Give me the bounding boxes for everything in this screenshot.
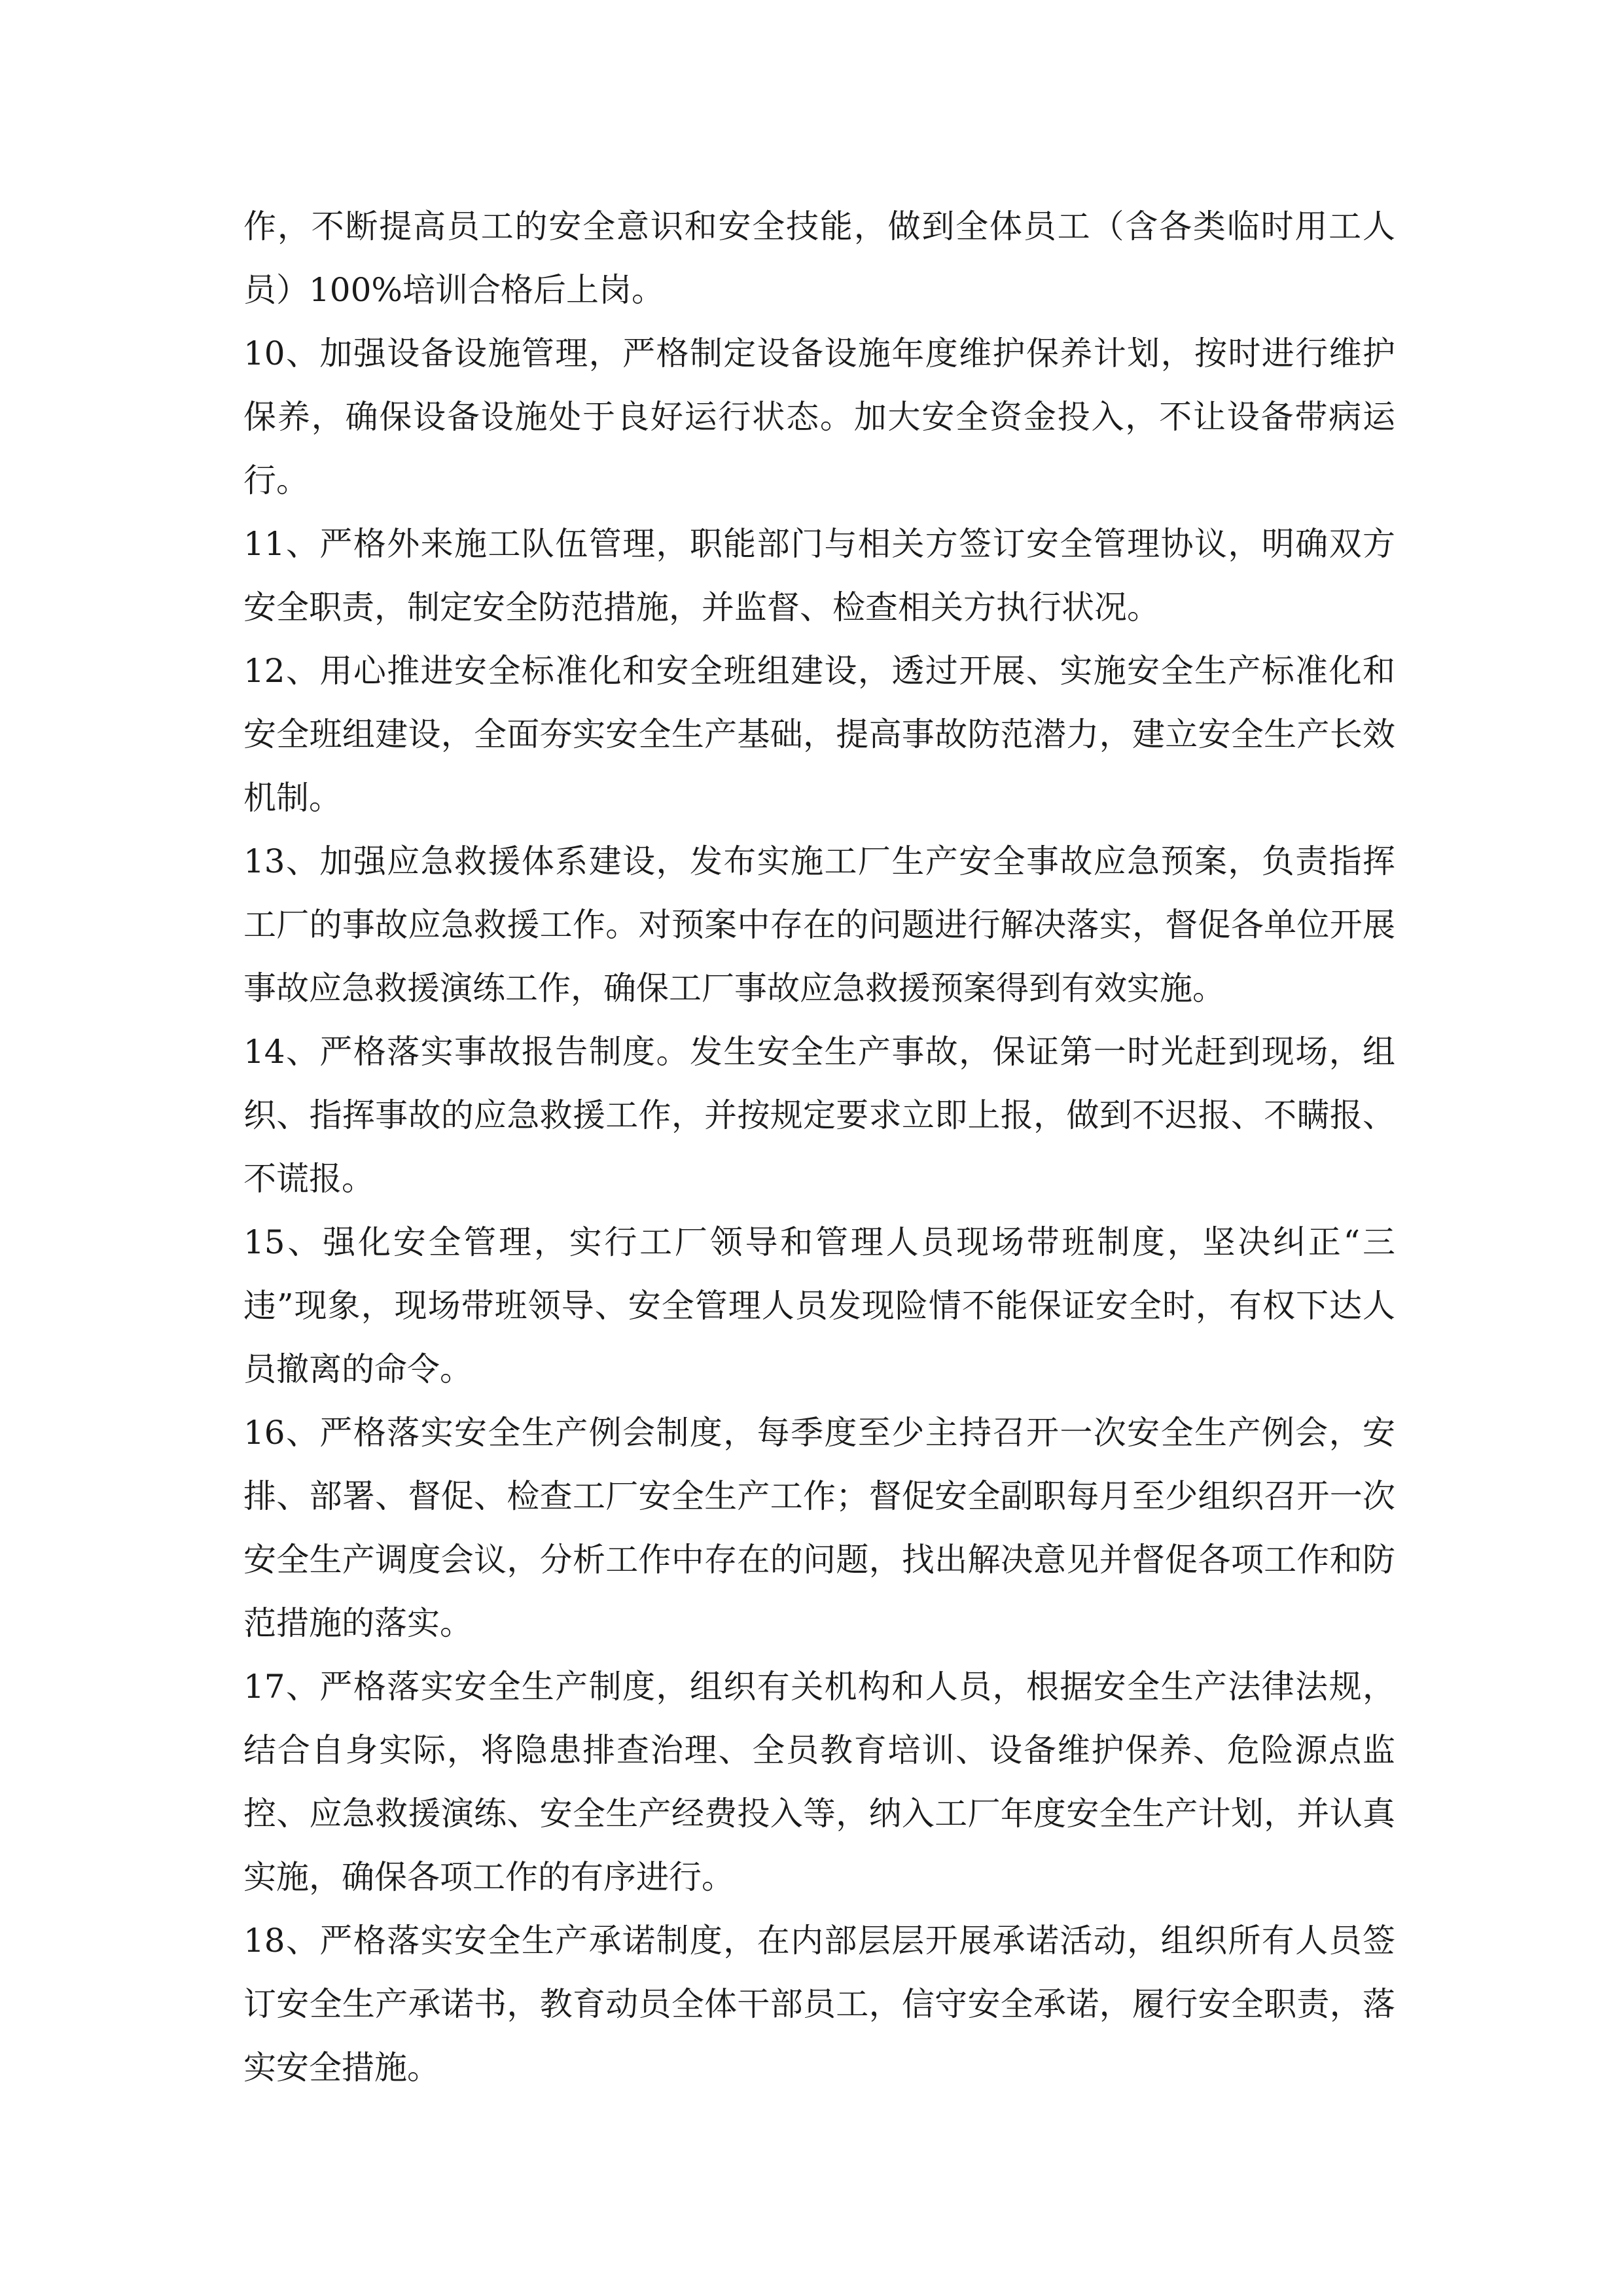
paragraph-item-11: 11、严格外来施工队伍管理，职能部门与相关方签订安全管理协议，明确双方安全职责，制定安全防范措施，并监督、检查相关方执行状况。 xyxy=(243,525,1395,626)
paragraph-item-14: 14、严格落实事故报告制度。发生安全生产事故，保证第一时光赶到现场，组织、指挥事故的应急救援工作，并按规定要求立即上报，做到不迟报、不瞒报、不谎报。 xyxy=(243,1033,1395,1198)
paragraph-item-10: 10、加强设备设施管理，严格制定设备设施年度维护保养计划，按时进行维护保养，确保设备设施处于良好运行状态。加大安全资金投入，不让设备带病运行。 xyxy=(243,334,1395,499)
paragraph-item-15: 15、强化安全管理，实行工厂领导和管理人员现场带班制度，坚决纠正“三违”现象，现场带班领导、安全管理人员发现险情不能保证安全时，有权下达人员撤离的命令。 xyxy=(243,1223,1395,1388)
paragraph-item-17: 17、严格落实安全生产制度，组织有关机构和人员，根据安全生产法律法规，结合自身实际，将隐患排查治理、全员教育培训、设备维护保养、危险源点监控、应急救援演练、安全生产经费投入等，纳入工厂年度安全生产计划，并认真实施，确保各项工作的有序进行。 xyxy=(243,1668,1395,1896)
paragraph-item-12: 12、用心推进安全标准化和安全班组建设，透过开展、实施安全生产标准化和安全班组建设，全面夯实安全生产基础，提高事故防范潜力，建立安全生产长效机制。 xyxy=(243,652,1395,817)
paragraph-item-16: 16、严格落实安全生产例会制度，每季度至少主持召开一次安全生产例会，安排、部署、督促、检查工厂安全生产工作；督促安全副职每月至少组织召开一次安全生产调度会议，分析工作中存在的问题，找出解决意见并督促各项工作和防范措施的落实。 xyxy=(243,1414,1395,1642)
paragraph-continuation: 作，不断提高员工的安全意识和安全技能，做到全体员工（含各类临时用工人员）100%培训合格后上岗。 xyxy=(243,207,1395,309)
paragraph-item-13: 13、加强应急救援体系建设，发布实施工厂生产安全事故应急预案，负责指挥工厂的事故应急救援工作。对预案中存在的问题进行解决落实，督促各单位开展事故应急救援演练工作，确保工厂事故应急救援预案得到有效实施。 xyxy=(243,842,1395,1007)
document-body xyxy=(243,195,1395,2100)
paragraph-item-18: 18、严格落实安全生产承诺制度，在内部层层开展承诺活动，组织所有人员签订安全生产承诺书，教育动员全体干部员工，信守安全承诺，履行安全职责，落实安全措施。 xyxy=(243,1922,1395,2087)
